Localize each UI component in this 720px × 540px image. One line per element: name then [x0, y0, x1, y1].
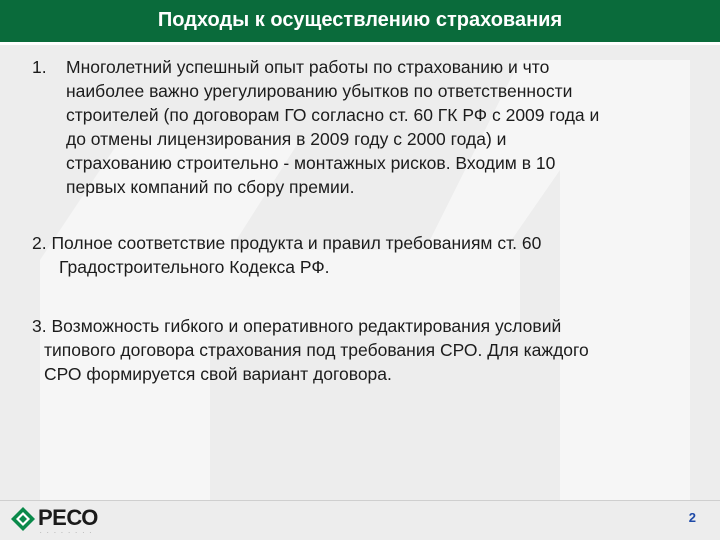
company-logo: [10, 506, 120, 536]
logo-wordmark: РЕСО: [38, 505, 98, 530]
page-number: 2: [688, 510, 696, 525]
item-2-line: 2. Полное соответствие продукта и правил требованиям ст. 60: [32, 233, 542, 253]
item-2-line: Градостроительного Кодекса РФ.: [59, 257, 330, 277]
item-1-line: Многолетний успешный опыт работы по страхованию и что: [66, 57, 550, 77]
item-1-text: [66, 55, 599, 199]
slide-title: Подходы к осуществлению страхования: [157, 9, 563, 31]
item-1-line: первых компаний по сбору премии.: [66, 177, 355, 197]
item-1-line: наиболее важно урегулированию убытков по ответственности: [66, 81, 573, 101]
item-1-number: 1.: [32, 57, 47, 77]
item-3-line: типового договора страхования под требования СРО. Для каждого: [44, 340, 589, 360]
item-1-line: строителей (по договорам ГО согласно ст. 60 ГК РФ с 2009 года и: [66, 105, 600, 125]
reso-logo-icon: [10, 506, 36, 532]
logo-subtitle: · · · · · · · ·: [40, 530, 94, 536]
item-3-line: СРО формируется свой вариант договора.: [44, 364, 392, 384]
item-1-line: страхованию строительно - монтажных рисков. Входим в 10: [66, 153, 556, 173]
item-3-line: 3. Возможность гибкого и оперативного редактирования условий: [32, 316, 562, 336]
item-3-text: [32, 314, 589, 386]
item-2-text: [32, 231, 541, 279]
item-1-line: до отмены лицензирования в 2009 году с 2000 года) и: [66, 129, 507, 149]
